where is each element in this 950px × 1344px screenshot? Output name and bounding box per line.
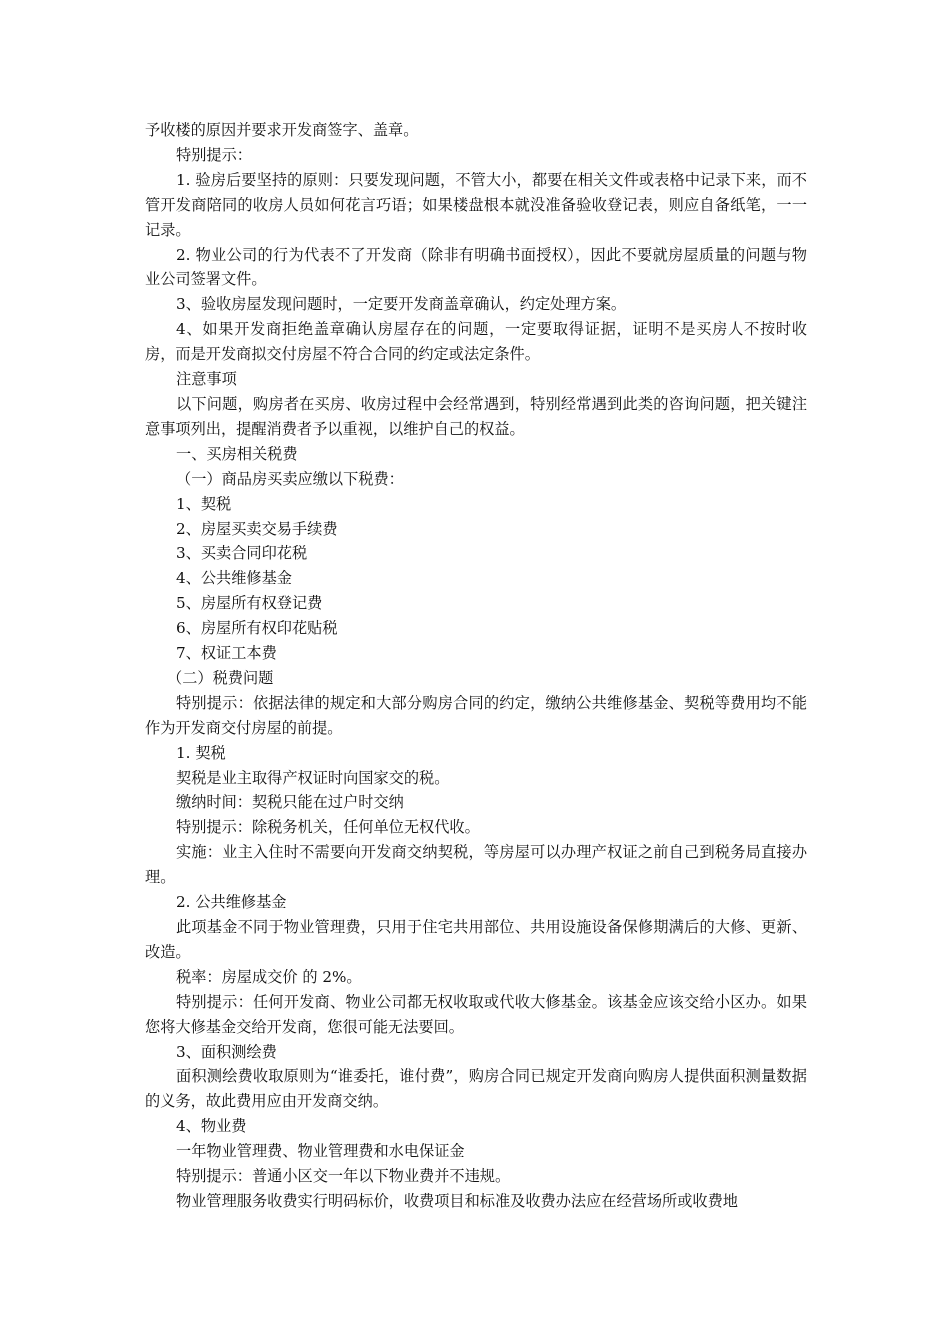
- paragraph: 特别提示：依据法律的规定和大部分购房合同的约定，缴纳公共维修基金、契税等费用均不能作为开发商交付房屋的前提。: [145, 693, 807, 737]
- paragraph: 契税是业主取得产权证时向国家交的税。: [176, 768, 450, 787]
- paragraph: 特别提示：普通小区交一年以下物业费并不违规。: [176, 1167, 511, 1186]
- paragraph: 特别提示：除税务机关，任何单位无权代收。: [176, 818, 480, 837]
- document-body: [145, 118, 807, 1214]
- paragraph: 2. 物业公司的行为代表不了开发商（除非有明确书面授权），因此不要就房屋质量的问题与物业公司签署文件。: [145, 245, 807, 289]
- paragraph: 面积测绘费收取原则为“谁委托，谁付费”，购房合同已规定开发商向购房人提供面积测量数据的义务，故此费用应由开发商交纳。: [145, 1067, 807, 1111]
- paragraph: 3、验收房屋发现问题时，一定要开发商盖章确认，约定处理方案。: [176, 295, 627, 314]
- paragraph: 7、权证工本费: [176, 644, 277, 663]
- paragraph: 1. 验房后要坚持的原则：只要发现问题，不管大小，都要在相关文件或表格中记录下来，而不管开发商陪同的收房人员如何花言巧语；如果楼盘根本就没准备验收登记表，则应自备纸笔，一一记录。: [145, 170, 807, 239]
- paragraph: 1、契税: [176, 494, 232, 513]
- paragraph: 1. 契税: [176, 743, 226, 762]
- paragraph: 特别提示：任何开发商、物业公司都无权收取或代收大修基金。该基金应该交给小区办。如果您将大修基金交给开发商，您很可能无法要回。: [145, 992, 807, 1036]
- paragraph: 实施：业主入住时不需要向开发商交纳契税，等房屋可以办理产权证之前自己到税务局直接办理。: [145, 843, 807, 887]
- paragraph: 2、房屋买卖交易手续费: [176, 519, 338, 538]
- paragraph: 缴纳时间：契税只能在过户时交纳: [176, 793, 404, 812]
- paragraph: 予收楼的原因并要求开发商签字、盖章。: [145, 121, 419, 139]
- paragraph: 5、房屋所有权登记费: [176, 594, 323, 613]
- paragraph: 2. 公共维修基金: [176, 893, 287, 912]
- paragraph: 税率：房屋成交价 的 2%。: [176, 967, 362, 986]
- paragraph: 3、面积测绘费: [176, 1042, 277, 1061]
- paragraph: 4、公共维修基金: [176, 569, 292, 588]
- paragraph: 以下问题，购房者在买房、收房过程中会经常遇到，特别经常遇到此类的咨询问题，把关键注意事项列出，提醒消费者予以重视，以维护自己的权益。: [145, 394, 807, 438]
- paragraph: 一年物业管理费、物业管理费和水电保证金: [176, 1142, 465, 1161]
- paragraph: 特别提示：: [176, 145, 252, 164]
- paragraph: 物业管理服务收费实行明码标价，收费项目和标准及收费办法应在经营场所或收费地: [176, 1191, 738, 1210]
- paragraph: 一、买房相关税费: [176, 444, 298, 463]
- paragraph: （二）税费问题: [167, 668, 274, 687]
- paragraph: 此项基金不同于物业管理费，只用于住宅共用部位、共用设施设备保修期满后的大修、更新、改造。: [145, 918, 807, 961]
- paragraph: 4、如果开发商拒绝盖章确认房屋存在的问题，一定要取得证据，证明不是买房人不按时收房，而是开发商拟交付房屋不符合合同的约定或法定条件。: [145, 320, 807, 364]
- paragraph: 4、物业费: [176, 1117, 247, 1136]
- paragraph: 6、房屋所有权印花贴税: [176, 619, 338, 638]
- paragraph: 注意事项: [176, 370, 237, 389]
- paragraph: （一）商品房买卖应缴以下税费：: [176, 469, 404, 488]
- paragraph: 3、买卖合同印花税: [176, 544, 308, 563]
